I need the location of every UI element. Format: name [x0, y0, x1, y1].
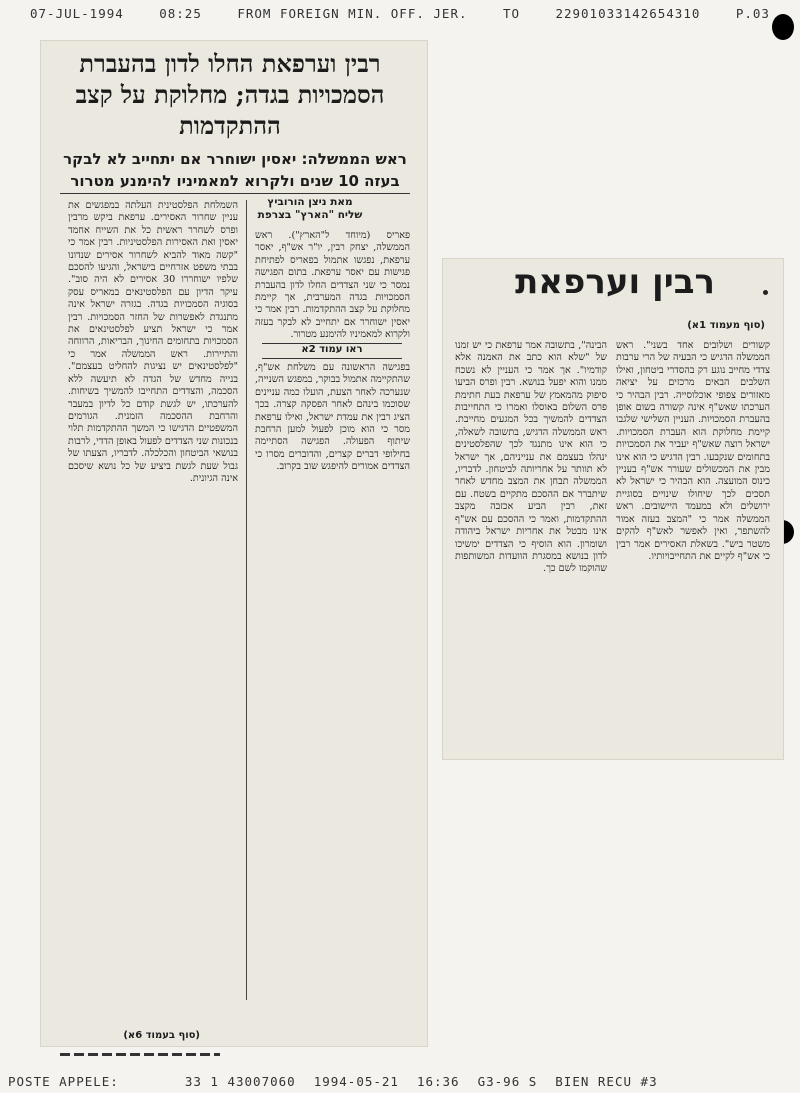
column-divider: [246, 200, 247, 1000]
footer-time: 16:36: [416, 1074, 460, 1089]
fax-header: [30, 6, 770, 26]
fax-page-number: P.03: [735, 6, 770, 21]
punch-hole-top: [772, 14, 794, 40]
sidebar-column-right: קשורים ושלובים אחד בשני". ראש הממשלה הדגיש כי הבעיה של הרי ערבות צדדי מחייב נוגע רק בהסדרי ביטחון, ואילו השלבים הבאים מרכזים על יציאה מאזורים צפופי אוכלוסייה. רבין הבהיר כי הערכתו שאש"ף אינה קשורה בשום אופן בהעברת הסמכויות. העניין השלישי שלגבו קיימת מחלוקת הוא העברת הסמכויות. ישראל רוצה שאש"ף יעביר את הסמכויות בתחומים שנקבעו. רבין הדגיש כי הוא אינו מבין את המכשולים שעורר אש"ף בעניין כינוס המועצה. הוא הבהיר כי ישראל לא תסכים לכך שיחולו שינויים בסוגיית ירושלים ולא במעמד היישובים. ראש הממשלה אמר כי "המצב בעזה אמור להשתפר, ואין לאפשר לאש"ף להקים משטר ביש". בשאלת האסירים אמר רבין כי אש"ף לקיים את התחייבויותיו.: [616, 340, 770, 562]
article-headline: רבין וערפאת החלו לדון בהעברת הסמכויות בגדה; מחלוקת על קצב ההתקדמות: [75, 49, 385, 140]
footer-label: POSTE APPELE:: [8, 1074, 119, 1089]
handwritten-mark: [60, 1053, 220, 1056]
fax-date: 07-JUL-1994: [30, 6, 124, 21]
article-column-right: פאריס (מיוחד ל"הארץ"). ראש הממשלה, יצחק רבין, יו"ר אש"ף, יאסר ערפאת, נפגשו אתמול בפאריס לפתיחת פגישות עם יאסר ערפאת. בתום הפגישה נמסר כי שני הצדדים החלו לדון בהעברת הסמכויות בגדה המערבית, אך קיימת מחלוקת על קצב ההתקדמות. רבין אמר כי יאסין ישוחרר אם יתחייב לא לבקר בעזה ולקרוא למאמיניו להימנע מטרור.: [255, 230, 410, 341]
fax-footer: [8, 1074, 788, 1092]
subheadline-rule: [60, 193, 410, 194]
sidebar-column-left: הבינה", בתשובה אמר ערפאת כי יש זמנו של "שלא הוא כתב את האמנה אלא קודמיו". אך אמר כי העניין לא נשכח ממנו והוא יפעל בנושא. רבין ופרס הביעו סיפוק מהמאמץ של ערפאת בעת חתימת פרס השלום באוסלו ואמרו כי התחייבות הצדדים להמשיך בכל המגעים מחייבת. ראש הממשלה הדגיש, בתשובה לשאלה, כי הוא אינו מתנגד לכך שהפלסטינים ינהלו בעצמם את ענייניהם, אך ישראל לא תוותר על אחריותה לביטחון. לדבריו, הממשלה תבחן את המצב מחדש לאחר שיתברר אם ההסכם מתקיים בשטח. עם זאת, רבין הביע אכזבה מקצב ההתקדמות, ואמר כי ההסכם עם אש"ף אינו מבטל את אחריות ישראל ביהודה ושומרון. הוא הוסיף כי הצדדים ימשיכו לדון בנושא במסגרת הוועדות המשותפות שהוקמו לשם כך.: [455, 340, 607, 575]
continued-label: ראו עמוד 2א: [262, 343, 402, 359]
fax-time: 08:25: [159, 6, 202, 21]
article-column-right-2: בפגישה הראשונה עם משלחת אש"ף, שהתקיימה אתמול בבוקר, במפגש השנייה, שנערכה לאחר הצעת, הועלו כמה עניינים שסוכמו בינהם לאחר הפסקה קצרה. בכך הציג רבין את עמדת ישראל, ואילו ערפאת מסר כי הוא מוכן לפעול למען הרחבת שיתוף הפעולה. הפגישה הסתיימה בחילופי דברים קצרים, והדוברים מסרו כי הצדדים אמורים להיפגש שוב בקרוב.: [255, 362, 410, 473]
article-end-note: (סוף בעמוד 6א): [123, 1030, 200, 1041]
footer-mode: G3-96 S: [477, 1074, 538, 1089]
sidebar-title: רבין וערפאת: [515, 262, 715, 302]
article-byline: מאת ניצן הורוביץ שליח "הארץ" בצרפת: [257, 196, 363, 221]
fax-number: 22901033142654310: [555, 6, 701, 21]
footer-code: 33 1 43007060: [184, 1074, 296, 1089]
sidebar-bullet: [763, 290, 768, 295]
fax-to-label: TO: [502, 6, 521, 21]
fax-from: FROM FOREIGN MIN. OFF. JER.: [237, 6, 468, 21]
article-column-left: השמלחת הפלסטינית העלתה במפגשים את עניין שחרור האסירים. ערפאת ביקש מרבין ופרס לשחרר ראשית כל את השייח אחמד יאסין ואת האסירות הפלסטיניות. רבין אמר כי "קשה מאוד להביא לשחרור אסירים שנדונו בבתי משפט אזרחיים בישראל, והגיעו להסכם שלפיו ישוחררו 30 אסירים לא היה סוב". עיקר הדיון עם הפלסטינאים במאריס עסק בסוגיה הסמכויות בגדה. בגזרה ישראל אינה מתנגדת לאפשרות של החזר הסמכויות. רבין אמר כי ישראל תציע לפלסטינאים את הסמכויות בתחומים החינוך, הבריאות, הרווחה והתיירות. ראש הממשלה אמר כי "לפלסטינאים יש נציגות להחליט בעצמם". בנייה מחדש של הגדה לא תיעשה ללא הסכמה, והצדדים התחייבו להמשיך בשיחות. להערכתו, יש לגשת קודם כל לדיון במעבר והרחבת ההסכמה הזמנית. הגורמים המשפטיים הדגישו כי המשך ההתקדמות תלוי בנכונות שני הצדדים לפעול באופן הדדי, לרבות בנושאי הביטחון והכלכלה. לדבריו, הצעתו של גבול שעת לגשת ביציע של כל נושא שיסכם אינה הגיונית.: [68, 200, 238, 484]
article-subheadline: ראש הממשלה: יאסין ישוחרר אם יתחייב לא לבקר בעזה 10 שנים ולקרוא למאמיניו להימנע מטרור: [63, 150, 407, 190]
footer-date: 1994-05-21: [313, 1074, 399, 1089]
footer-status: BIEN RECU #3: [555, 1074, 658, 1089]
sidebar-kicker: (סוף מעמוד 1א): [687, 320, 765, 331]
